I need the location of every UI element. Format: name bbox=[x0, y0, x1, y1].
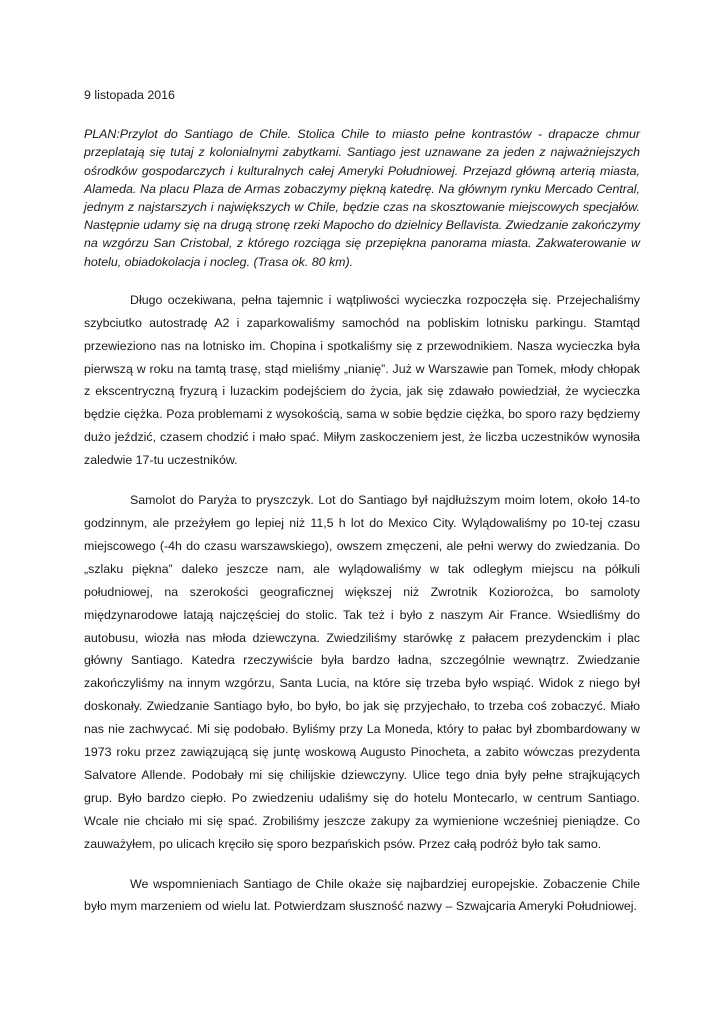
trip-plan: PLAN:Przylot do Santiago de Chile. Stolica Chile to miasto pełne kontrastów - drapacze chmur przeplatają się tutaj z kolonialnymi zabytkami. Santiago jest uznawane za jeden z najważniejszych ośrodków gospodarczych i kulturalnych całej Ameryki Południowej. Przejazd główną arterią miasta, Alameda. Na placu Plaza de Armas zobaczymy piękną katedrę. Na głównym rynku Mercado Central, jednym z najstarszych i największych w Chile, będzie czas na skosztowanie miejscowych specjałów. Następnie udamy się na drugą stronę rzeki Mapocho do dzielnicy Bellavista. Zwiedzanie zakończymy na wzgórzu San Cristobal, z którego rozciąga się przepiękna panorama miasta. Zakwaterowanie w hotelu, obiadokolacja i nocleg. (Trasa ok. 80 km). bbox=[84, 127, 640, 269]
document-page bbox=[84, 86, 640, 935]
body-paragraph-2: Samolot do Paryża to pryszczyk. Lot do Santiago był najdłuższym moim lotem, około 14-to godzinnym, ale przeżyłem go lepiej niż 11,5 h lot do Mexico City. Wylądowaliśmy po 10-tej czasu miejscowego (-4h do czasu warszawskiego), owszem zmęczeni, ale pełni werwy do zwiedzania. Do „szlaku piękna” daleko jeszcze nam, ale wylądowaliśmy w tak odległym miejscu na półkuli południowej, na szerokości geograficznej większej niż Zwrotnik Koziorożca, bo samoloty międzynarodowe latają najczęściej do stolic. Tak też i było z naszym Air France. Wsiedliśmy do autobusu, wiozła nas młoda dziewczyna. Zwiedziliśmy starówkę z pałacem prezydenckim i plac główny Santiago. Katedra rzeczywiście była bardzo ładna, szczególnie wewnątrz. Zwiedzanie zakończyliśmy na innym wzgórzu, Santa Lucia, na które się trzeba było wspiąć. Widok z niego był doskonały. Zwiedzanie Santiago było, bo było, bo jak się przyjechało, to trzeba coś zobaczyć. Miało nas nie zachwycać. Mi się podobało. Byliśmy przy La Moneda, który to pałac był zbombardowany w 1973 roku przez zawiązującą się juntę woskową Augusto Pinocheta, a zabito wówczas prezydenta Salvatore Allende. Podobały mi się chilijskie dziewczyny. Ulice tego dnia były pełne strajkujących grup. Było bardzo ciepło. Po zwiedzeniu udaliśmy się do hotelu Montecarlo, w centrum Santiago. Wcale nie chciało mi się spać. Zrobiliśmy jeszcze zakupy za wymienione wcześniej pieniądze. Co zauważyłem, po ulicach kręciło się sporo bezpańskich psów. Przez całą podróż było tak samo. bbox=[84, 493, 640, 851]
body-paragraph-3: We wspomnieniach Santiago de Chile okaże się najbardziej europejskie. Zobaczenie Chile było mym marzeniem od wielu lat. Potwierdzam słuszność nazwy – Szwajcaria Ameryki Południowej. bbox=[84, 876, 640, 914]
body-paragraph-1: Długo oczekiwana, pełna tajemnic i wątpliwości wycieczka rozpoczęła się. Przejechaliśmy szybciutko autostradę A2 i zaparkowaliśmy samochód na pobliskim lotnisku parkingu. Stamtąd przewieziono nas na lotnisko im. Chopina i spotkaliśmy się z przewodnikiem. Nasza wycieczka była pierwszą w roku na tamtą trasę, stąd mieliśmy „nianię”. Już w Warszawie pan Tomek, młody chłopak z ekscentryczną fryzurą i luzackim podejściem do życia, jak się zdawało powiedział, że wycieczka będzie ciężka. Poza problemami z wysokością, sama w sobie będzie ciężka, bo sporo razy będziemy dużo jeździć, czasem chodzić i mało spać. Miłym zaskoczeniem jest, że liczba uczestników wynosiła zaledwie 17-tu uczestników. bbox=[84, 292, 640, 468]
document-date: 9 listopada 2016 bbox=[84, 88, 175, 102]
